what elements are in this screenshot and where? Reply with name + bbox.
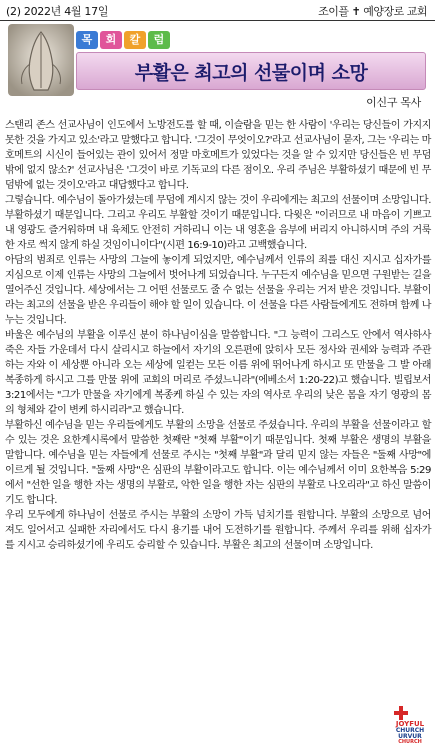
paragraph: 스탠리 존스 선교사님이 인도에서 노방전도를 할 때, 이슬람을 믿는 한 사람이 '우리는 당신들이 가지지 못한 것을 가지고 있소'라고 말했다고 합니다. '그것이 무엇이오?'라고 선교사님이 묻자, 그는 '우리는 마호메트의 시신이 들어있는 관이 있어서 정말 마호메트가 있었다는 것을 알 수 있지만 당신들은 빈 무덤밖에 없지 않소?' 선교사님은 '그것이 바로 기독교의 다른 점이오. 우리 주님은 부활하셨기 때문에 빈 무덤밖에 없는 것이오'라고 대답했다고 합니다. — [5, 120, 431, 191]
column-badges — [76, 28, 172, 46]
logo-line: JOYFUL — [395, 720, 425, 728]
title-box — [76, 52, 426, 90]
logo-line: CHURCH — [398, 739, 422, 744]
badge-char: 회 — [100, 31, 122, 49]
column-banner — [6, 22, 429, 110]
logo-line: CHURCH — [395, 727, 425, 734]
paragraph: 바울은 예수님의 부활을 이루신 분이 하나님이심을 말씀합니다. "그 능력이 그리스도 안에서 역사하사 죽은 자들 가운데서 다시 살리시고 하늘에서 자기의 오른편에 앉히사 모든 정사와 권세와 능력과 주관하는 자와 이 세상뿐 아니라 오는 세상에 일컫는 모든 이름 위에 뛰어나게 하시고 또 만물을 그 발 아래 복종하게 하시고 그를 만물 위에 교회의 머리로 주셨느니라"(에베소서 1:20-22)고 했습니다. 빌립보서 3:21에서는 "그가 만물을 자기에게 복종케 하실 수 있는 자의 역사로 우리의 낮은 몸을 자기 영광의 몸의 형체와 같이 변케 하시리라"고 했습니다. — [5, 330, 431, 416]
paragraph: 부활하신 예수님을 믿는 우리들에게도 부활의 소망을 선물로 주셨습니다. 우리의 부활을 선물이라고 할 수 있는 것은 요한계시록에서 말씀한 첫째란 "첫째 부활"이기 때문입니다. 첫째 부활은 생명의 부활을 말합니다. 예수님을 믿는 자들에게 선물로 주시는 "첫째 부활"과 달리 믿지 않는 자들은 "둘째 사망"에 이르게 될 것입니다. "둘째 사망"은 심판의 부활이라고도 합니다. 이는 예수님께서 이미 요한복음 5:29에서 "선한 일을 행한 자는 생명의 부활로, 악한 일을 행한 자는 심판의 부활로 나오리라"고 하신 말씀이기도 합니다. — [5, 420, 431, 506]
page-header — [0, 0, 435, 21]
paragraph: 우리 모두에게 하나님이 선물로 주시는 부활의 소망이 가득 넘치기를 원합니다. 부활의 소망으로 넘어져도 일어서고 실패한 자리에서도 다시 용기를 내어 도전하기를 원합니다. 주께서 우리를 위해 십자가를 지시고 승리하셨기에 우리도 승리할 수 있습니다. 부활은 최고의 선물이며 소망입니다. — [5, 510, 431, 551]
author-name: 이신구 목사 — [366, 96, 421, 109]
paragraph: 아담의 범죄로 인류는 사망의 그늘에 놓이게 되었지만, 예수님께서 인류의 죄를 대신 지시고 십자가를 지심으로 이제 인류는 사망의 그늘에서 벗어나게 되었습니다. 누구든지 예수님을 믿으면 구원받는 길을 열어주신 것입니다. 세상에서는 그 어떤 선물로도 줄 수 없는 선물을 우리는 거저 받은 것입니다. 부활이라는 최고의 선물을 받은 우리들이 해야 할 일이 있습니다. 이 선물을 다른 사람들에게도 전하며 함께 나누는 것입니다. — [5, 255, 431, 326]
badge-char: 럼 — [148, 31, 170, 49]
logo-line: URVUR — [398, 733, 422, 740]
church-name: 조이플 ✝ 예양장로 교회 — [318, 5, 427, 18]
church-logo-icon — [389, 702, 431, 744]
paragraph: 그렇습니다. 예수님이 돌아가셨는데 무덤에 계시지 않는 것이 우리에게는 최고의 선물이며 소망입니다. 부활하셨기 때문입니다. 그리고 우리도 부활할 것이기 때문입니다. 다윗은 "이러므로 내 마음이 기쁘고 내 영광도 즐거워하며 내 육체도 안전히 거하리니 이는 내 영혼을 음부에 버리지 아니하시며 주의 거룩한 자로 썩지 않게 하실 것임이니이다"(시편 16:9-10)라고 고백했습니다. — [5, 195, 431, 251]
article-title: 부활은 최고의 선물이며 소망 — [134, 62, 368, 84]
badge-char: 목 — [76, 31, 98, 49]
badge-char: 칼 — [124, 31, 146, 49]
praying-hands-icon — [8, 24, 74, 96]
issue-date: (2) 2022년 4월 17일 — [6, 5, 109, 18]
article-body — [5, 118, 431, 553]
